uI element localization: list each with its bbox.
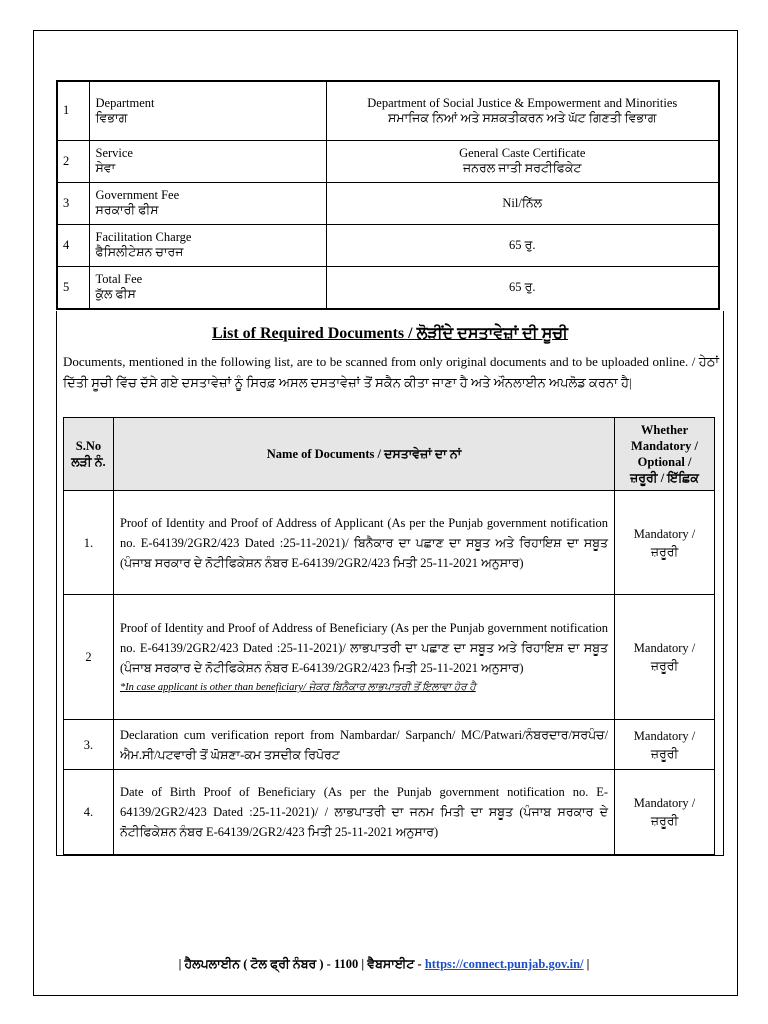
row-number: 2 (57, 140, 89, 182)
label-punjabi: ਸੇਵਾ (95, 161, 116, 175)
requirement-punjabi: ਜ਼ਰੂਰੀ (650, 659, 679, 673)
document-text: Proof of Identity and Proof of Address of Beneficiary (As per the Punjab government notification no. E-64139/2GR2/423 Dated :25-11-2021)/ ਲਾਭਪਾਤਰੀ ਦਾ ਪਛਾਣ ਦਾ ਸਬੂਤ ਅਤੇ ਰਿਹਾਇਸ਼ ਦਾ ਸਬੂਤ (ਪੰਜਾਬ ਸਰਕਾਰ ਦੇ ਨੋਟੀਫਿਕੇਸ਼ਨ ਨੰਬਰ E-64139/2GR2/423 ਮਿਤੀ 25-11-2021 ਅਨੁਸਾਰ) (119, 621, 609, 675)
table-row (64, 720, 715, 770)
row-value (326, 266, 719, 309)
info-row-total-fee (57, 266, 719, 309)
document-description: Proof of Identity and Proof of Address of Applicant (As per the Punjab government notification no. E-64139/2GR2/423 Dated :25-11-2021)/ ਬਿਨੈਕਾਰ ਦਾ ਪਛਾਣ ਦਾ ਸਬੂਤ ਅਤੇ ਰਿਹਾਇਸ਼ ਦਾ ਸਬੂਤ (ਪੰਜਾਬ ਸਰਕਾਰ ਦੇ ਨੋਟੀਫਿਕੇਸ਼ਨ ਨੰਬਰ E-64139/2GR2/423 ਮਿਤੀ 25-11-2021 ਅਨੁਸਾਰ) (113, 491, 614, 595)
documents-title: List of Required Documents / ਲੋੜੀਂਦੇ ਦਸਤਾਵੇਜ਼ਾਂ ਦੀ ਸੂਚੀ (212, 325, 568, 342)
label-punjabi: ਫੈਸਿਲੀਟੇਸ਼ਨ ਚਾਰਜ (95, 245, 184, 259)
value-punjabi: ਜਨਰਲ ਜਾਤੀ ਸਰਟੀਫਿਕੇਟ (462, 161, 582, 175)
document-sno: 1. (64, 491, 114, 595)
row-value (326, 140, 719, 182)
label-english: Total Fee (95, 272, 143, 287)
row-label (89, 266, 326, 309)
row-number: 3 (57, 182, 89, 224)
footer-helpline-text: | ਹੈਲਪਲਾਈਨ ( ਟੋਲ ਫ੍ਰੀ ਨੰਬਰ ) - 1100 | ਵੈਬਸਾਈਟ - (178, 957, 425, 971)
document-sno: 2 (64, 595, 114, 720)
document-sno: 3. (64, 720, 114, 770)
value-english: Nil/ਨਿੱਲ (502, 195, 543, 210)
requirement-english: Mandatory / (633, 526, 696, 541)
value-english: 65 ਰੁ. (508, 237, 536, 252)
requirement-english: Mandatory / (633, 641, 696, 655)
row-label (89, 140, 326, 182)
row-label (89, 182, 326, 224)
label-punjabi: ਕੁੱਲ ਫੀਸ (95, 287, 136, 302)
info-row-service (57, 140, 719, 182)
service-info-table (56, 80, 720, 310)
row-value (326, 81, 719, 140)
document-description: Declaration cum verification report from Nambardar/ Sarpanch/ MC/Patwari/ਨੰਬਰਦਾਰ/ਸਰਪੰਚ/ਐਮ.ਸੀ/ਪਟਵਾਰੀ ਤੋਂ ਘੋਸ਼ਣਾ-ਕਮ ਤਸਦੀਕ ਰਿਪੋਰਟ (113, 720, 614, 770)
footer-suffix: | (583, 957, 590, 971)
documents-table (63, 417, 715, 855)
row-value (326, 182, 719, 224)
header-sno (64, 418, 114, 491)
header-sno-english: S.No (75, 439, 102, 453)
header-sno-punjabi: ਲੜੀ ਨੰ. (71, 455, 106, 469)
value-english: General Caste Certificate (459, 146, 586, 160)
row-number: 5 (57, 266, 89, 309)
header-requirement-punjabi: ਜ਼ਰੂਰੀ / ਇੱਛਿਕ (630, 471, 699, 485)
row-label (89, 81, 326, 140)
value-english: Department of Social Justice & Empowerment and Minorities (367, 95, 678, 110)
info-row-department (57, 81, 719, 140)
requirement-punjabi: ਜ਼ਰੂਰੀ (650, 814, 679, 828)
requirement-punjabi: ਜ਼ਰੂਰੀ (650, 544, 679, 559)
table-row (64, 595, 715, 720)
info-row-government-fee (57, 182, 719, 224)
requirement-english: Mandatory / (633, 796, 696, 810)
header-requirement (615, 418, 715, 491)
header-requirement-english: Whether Mandatory / Optional / (631, 423, 699, 469)
header-document-name: Name of Documents / ਦਸਤਾਵੇਜ਼ਾਂ ਦਾ ਨਾਂ (113, 418, 614, 491)
label-punjabi: ਸਰਕਾਰੀ ਫੀਸ (95, 203, 159, 217)
website-link[interactable]: https://connect.punjab.gov.in/ (424, 957, 584, 971)
document-sno: 4. (64, 770, 114, 855)
value-english: 65 ਰੁ. (508, 279, 536, 294)
table-row (64, 770, 715, 855)
document-description: Date of Birth Proof of Beneficiary (As per the Punjab government notification no. E-64139/2GR2/423 Dated :25-11-2021)/ / ਲਾਭਪਾਤਰੀ ਦਾ ਜਨਮ ਮਿਤੀ ਦਾ ਸਬੂਤ (ਪੰਜਾਬ ਸਰਕਾਰ ਦੇ ਨੋਟੀਫਿਕੇਸ਼ਨ ਨੰਬਰ E-64139/2GR2/423 ਮਿਤੀ 25-11-2021 ਅਨੁਸਾਰ) (113, 770, 614, 855)
label-punjabi: ਵਿਭਾਗ (95, 110, 128, 125)
document-description (113, 595, 614, 720)
info-row-facilitation-charge (57, 224, 719, 266)
table-row (64, 491, 715, 595)
label-english: Service (95, 146, 133, 160)
documents-intro: Documents, mentioned in the following list, are to be scanned from only original documents and to be uploaded online. / ਹੇਠਾਂ ਦਿੱਤੀ ਸੂਚੀ ਵਿੱਚ ਦੱਸੇ ਗਏ ਦਸਤਾਵੇਜ਼ਾਂ ਨੂੰ ਸਿਰਫ਼ ਅਸਲ ਦਸਤਾਵੇਜ਼ਾਂ ਤੋਂ ਸਕੈਨ ਕੀਤਾ ਜਾਣਾ ਹੈ ਅਤੇ ਔਨਲਾਈਨ ਅਪਲੋਡ ਕਰਨਾ ਹੈ| (63, 354, 719, 390)
document-requirement (615, 595, 715, 720)
document-requirement (615, 770, 715, 855)
document-requirement (615, 491, 715, 595)
row-value (326, 224, 719, 266)
row-number: 4 (57, 224, 89, 266)
required-documents-section (56, 311, 724, 856)
label-english: Facilitation Charge (95, 230, 192, 244)
label-english: Department (95, 95, 155, 110)
row-label (89, 224, 326, 266)
requirement-punjabi: ਜ਼ਰੂਰੀ (650, 746, 679, 761)
footer-helpline (0, 957, 768, 972)
document-requirement (615, 720, 715, 770)
label-english: Government Fee (95, 188, 180, 202)
row-number: 1 (57, 81, 89, 140)
value-punjabi: ਸਮਾਜਿਕ ਨਿਆਂ ਅਤੇ ਸਸ਼ਕਤੀਕਰਨ ਅਤੇ ਘੱਟ ਗਿਣਤੀ ਵਿਭਾਗ (388, 110, 657, 125)
document-note: *In case applicant is other than beneficiary/ ਜੇਕਰ ਬਿਨੈਕਾਰ ਲਾਭਪਾਤਰੀ ਤੋਂ ਇਲਾਵਾ ਹੋਰ ਹੈ (119, 682, 476, 693)
requirement-english: Mandatory / (633, 728, 696, 743)
documents-header-row (64, 418, 715, 491)
